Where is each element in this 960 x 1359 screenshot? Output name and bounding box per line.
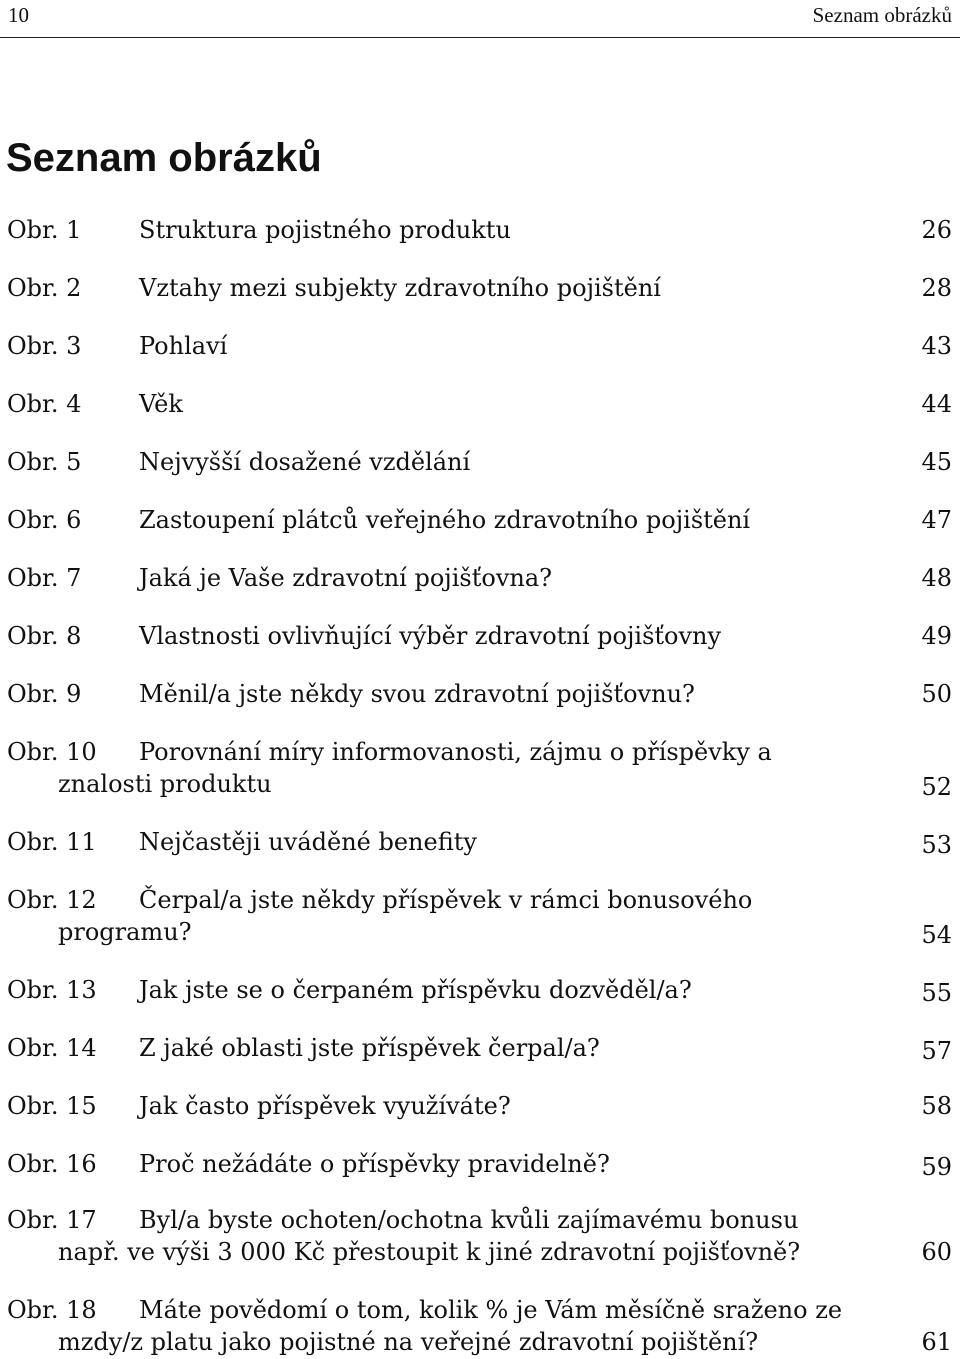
figure-number: Obr. 13 [7,976,97,1004]
figure-number: Obr. 3 [7,332,82,360]
page-ref: 28 [921,274,952,302]
page-ref: 49 [921,622,952,650]
figure-caption-continuation: znalosti produktu [58,770,272,798]
figure-caption: Proč nežádáte o příspěvky pravidelně? [139,1150,610,1178]
figure-caption-continuation: programu? [58,918,192,946]
figure-caption: Čerpal/a jste někdy příspěvek v rámci bonusového [139,886,753,914]
page-ref: 59 [921,1153,952,1181]
figure-caption: Struktura pojistného produktu [139,216,511,244]
figure-caption: Nejčastěji uváděné benefity [139,828,477,856]
figure-number: Obr. 17 [7,1206,97,1234]
figure-caption: Pohlaví [139,332,228,360]
figure-number: Obr. 2 [7,274,82,302]
page-number: 10 [8,3,29,27]
page-ref: 47 [921,506,952,534]
figure-number: Obr. 5 [7,448,82,476]
page-ref: 54 [921,921,952,949]
figure-number: Obr. 14 [7,1034,97,1062]
figure-caption-continuation: mzdy/z platu jako pojistné na veřejné zdravotní pojištění? [58,1328,759,1356]
page-ref: 58 [921,1092,952,1120]
figure-caption: Byl/a byste ochoten/ochotna kvůli zajímavému bonusu [139,1206,799,1234]
figure-caption: Jak často příspěvek využíváte? [139,1092,511,1120]
figure-caption: Porovnání míry informovanosti, zájmu o příspěvky a [139,738,772,766]
page-header [0,0,960,38]
figure-number: Obr. 12 [7,886,97,914]
page-ref: 44 [921,390,952,418]
page-ref: 45 [921,448,952,476]
page-ref: 50 [921,680,952,708]
page-ref: 53 [921,831,952,859]
figure-caption: Z jaké oblasti jste příspěvek čerpal/a? [139,1034,600,1062]
page-ref: 60 [921,1238,952,1266]
figure-caption: Máte povědomí o tom, kolik % je Vám měsíčně sraženo ze [139,1296,843,1324]
figure-caption: Jaká je Vaše zdravotní pojišťovna? [139,564,553,592]
page-ref: 43 [921,332,952,360]
figure-number: Obr. 8 [7,622,82,650]
page-ref: 26 [921,216,952,244]
figure-number: Obr. 6 [7,506,82,534]
figure-caption: Věk [139,390,183,418]
figure-caption-continuation: např. ve výši 3 000 Kč přestoupit k jiné zdravotní pojišťovně? [58,1238,801,1266]
figure-caption: Vlastnosti ovlivňující výběr zdravotní pojišťovny [139,622,722,650]
figure-caption: Měnil/a jste někdy svou zdravotní pojišťovnu? [139,680,695,708]
figure-caption: Jak jste se o čerpaném příspěvku dozvěděl/a? [139,976,692,1004]
running-title: Seznam obrázků [812,3,952,27]
figure-number: Obr. 16 [7,1150,97,1178]
figure-number: Obr. 1 [7,216,82,244]
page-ref: 55 [921,979,952,1007]
page-ref: 61 [921,1328,952,1356]
figure-number: Obr. 11 [7,828,97,856]
figure-number: Obr. 7 [7,564,82,592]
figure-caption: Vztahy mezi subjekty zdravotního pojištění [139,274,661,302]
figure-number: Obr. 9 [7,680,82,708]
page-ref: 48 [921,564,952,592]
figure-caption: Zastoupení plátců veřejného zdravotního pojištění [139,506,751,534]
figure-number: Obr. 15 [7,1092,97,1120]
page-title: Seznam obrázků [6,136,322,180]
figure-caption: Nejvyšší dosažené vzdělání [139,448,471,476]
figure-number: Obr. 10 [7,738,97,766]
page-ref: 57 [921,1037,952,1065]
figure-number: Obr. 4 [7,390,82,418]
page-ref: 52 [921,773,952,801]
figure-number: Obr. 18 [7,1296,97,1324]
